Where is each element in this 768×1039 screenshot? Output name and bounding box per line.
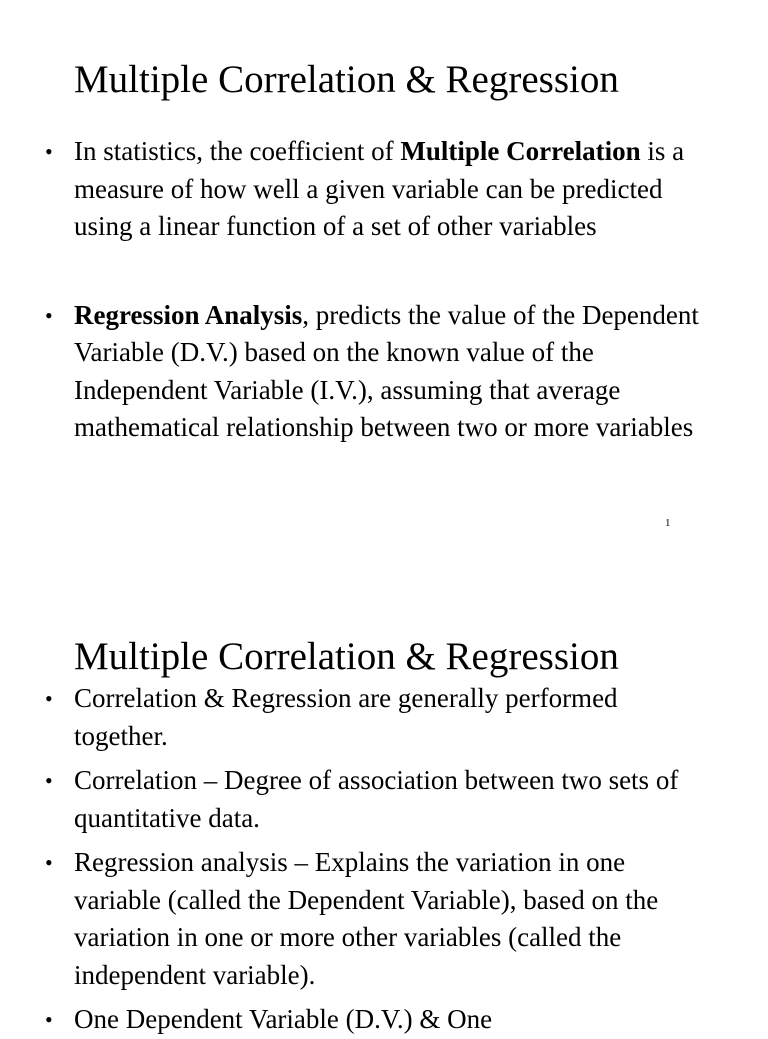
- bullet-text: Regression analysis – Explains the variation in one variable (called the Dependent Variable), based on the variation in one or more other variables (called the independent variable).: [74, 847, 659, 990]
- bullet-marker: •: [45, 768, 53, 793]
- bullet-text: In statistics, the coefficient of Multiple Correlation is a measure of how well a given variable can be predicted using a linear function of a set of other variables: [74, 136, 685, 241]
- slide-1-title: Multiple Correlation & Regression: [74, 58, 619, 101]
- slide-number: 1: [665, 517, 671, 529]
- bold-term: Regression Analysis: [74, 299, 303, 330]
- bullet-text: Correlation – Degree of association between two sets of quantitative data.: [74, 765, 679, 833]
- bullet-item: [0, 1001, 768, 1039]
- bullet-item: [0, 844, 768, 994]
- bold-term: Multiple Correlation: [400, 136, 641, 166]
- slide-1-bullet-list: [0, 133, 768, 447]
- bullet-item: [0, 297, 768, 447]
- bullet-marker: •: [45, 139, 53, 164]
- bullet-item: [0, 680, 768, 755]
- bullet-text: Regression Analysis, predicts the value of the Dependent Variable (D.V.) based on the known value of the Independent Variable (I.V.), assuming that average mathematical relationship between two or more variables: [74, 299, 699, 442]
- bullet-marker: •: [45, 686, 53, 711]
- bullet-item: [0, 762, 768, 837]
- bullet-text: One Dependent Variable (D.V.) & One: [74, 1004, 493, 1034]
- bullet-marker: •: [45, 1007, 53, 1032]
- slide-2-bullet-list: [0, 680, 768, 1039]
- slide-2-title: Multiple Correlation & Regression: [74, 635, 619, 678]
- bullet-text: Correlation & Regression are generally performed together.: [74, 683, 618, 751]
- bullet-item: [0, 133, 768, 246]
- slide-2: [0, 580, 768, 1034]
- bullet-marker: •: [45, 850, 53, 875]
- bullet-marker: •: [45, 302, 53, 328]
